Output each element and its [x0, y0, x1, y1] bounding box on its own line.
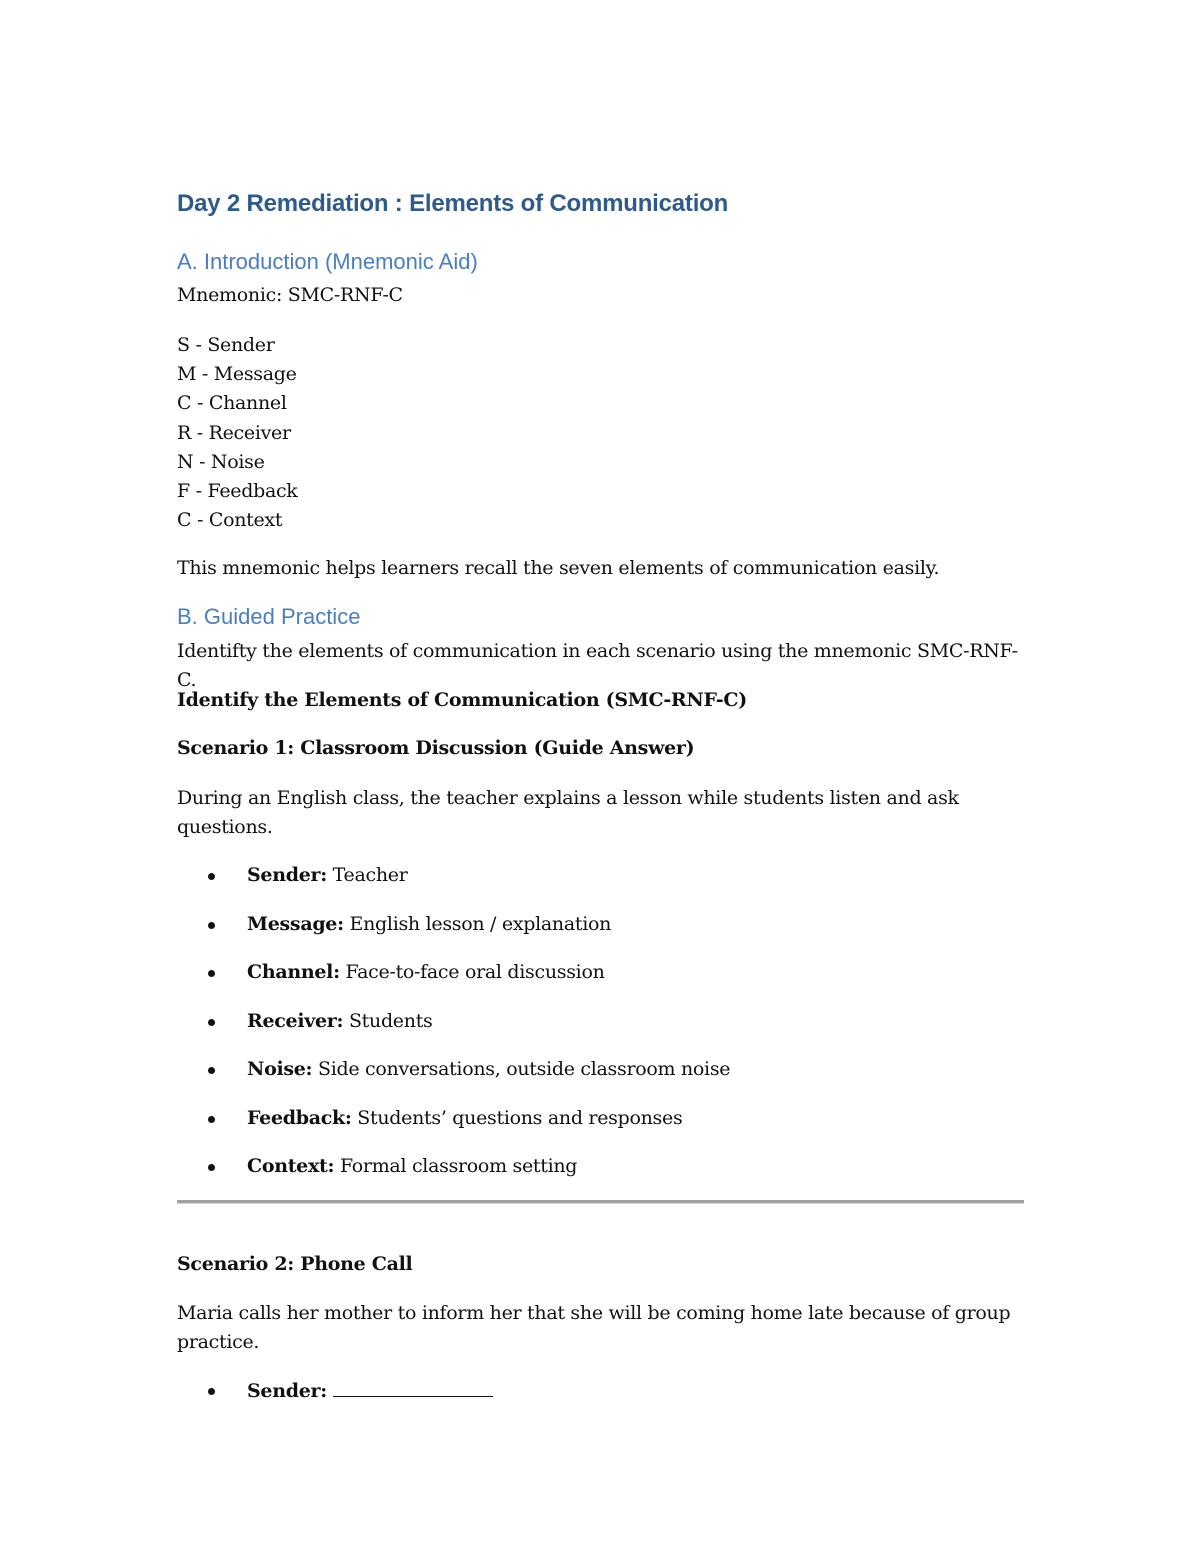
answer-label: Sender: [247, 1380, 327, 1402]
scenario-2-description-line-1: Maria calls her mother to inform her that she will be coming home late because of group [177, 1302, 1011, 1324]
bullet-icon [208, 1067, 215, 1074]
answer-label: Context: [247, 1155, 335, 1177]
answer-label: Noise: [247, 1058, 313, 1080]
mnemonic-item: S - Sender [177, 334, 275, 356]
guided-practice-instruction: Identifty the elements of communication in each scenario using the mnemonic SMC-RNF-C. [177, 640, 1018, 691]
scenario-1-description-line-2: questions. [177, 816, 273, 838]
scenario-2-title: Scenario 2: Phone Call [177, 1253, 413, 1275]
answer-label: Sender: [247, 864, 327, 886]
answer-value: Formal classroom setting [334, 1155, 578, 1177]
mnemonic-item: M - Message [177, 363, 297, 386]
answer-blank-line[interactable] [333, 1376, 493, 1397]
scenario-1-description-line-1: During an English class, the teacher explains a lesson while students listen and ask [177, 787, 959, 809]
section-a-heading: A. Introduction (Mnemonic Aid) [177, 249, 478, 274]
answer-label: Feedback: [247, 1106, 352, 1129]
scenario-2-description-line-2: practice. [177, 1331, 260, 1353]
mnemonic-item: R - Receiver [177, 421, 291, 444]
bullet-icon [208, 1116, 215, 1123]
answer-value: Teacher [326, 864, 408, 886]
answer-label: Channel: [247, 961, 340, 983]
bullet-icon [208, 1019, 215, 1026]
section-b-heading: B. Guided Practice [177, 604, 361, 629]
page-title: Day 2 Remediation : Elements of Communication [177, 190, 729, 217]
answer-value: Face-to-face oral discussion [339, 961, 605, 983]
mnemonic-summary: This mnemonic helps learners recall the seven elements of communication easily. [177, 557, 940, 579]
answer-value: Side conversations, outside classroom noise [312, 1058, 731, 1080]
answer-label: Receiver: [247, 1009, 344, 1032]
mnemonic-line: Mnemonic: SMC-RNF-C [177, 284, 403, 306]
answer-value: Students’ questions and responses [351, 1106, 683, 1129]
mnemonic-list [177, 331, 298, 535]
answer-value: English lesson / explanation [343, 912, 612, 935]
mnemonic-item: C - Channel [177, 392, 287, 415]
identify-subheading: Identify the Elements of Communication (SMC-RNF-C) [177, 689, 747, 711]
horizontal-divider [177, 1200, 1024, 1204]
bullet-icon [208, 1164, 215, 1171]
mnemonic-item: F - Feedback [177, 480, 298, 503]
bullet-icon [208, 922, 215, 929]
bullet-icon [208, 1388, 215, 1395]
mnemonic-item: C - Context [177, 509, 283, 532]
bullet-icon [208, 873, 215, 880]
answer-value: Students [343, 1009, 433, 1032]
answer-label: Message: [247, 912, 344, 935]
bullet-icon [208, 970, 215, 977]
scenario-1-title: Scenario 1: Classroom Discussion (Guide Answer) [177, 737, 695, 759]
mnemonic-item: N - Noise [177, 450, 265, 473]
